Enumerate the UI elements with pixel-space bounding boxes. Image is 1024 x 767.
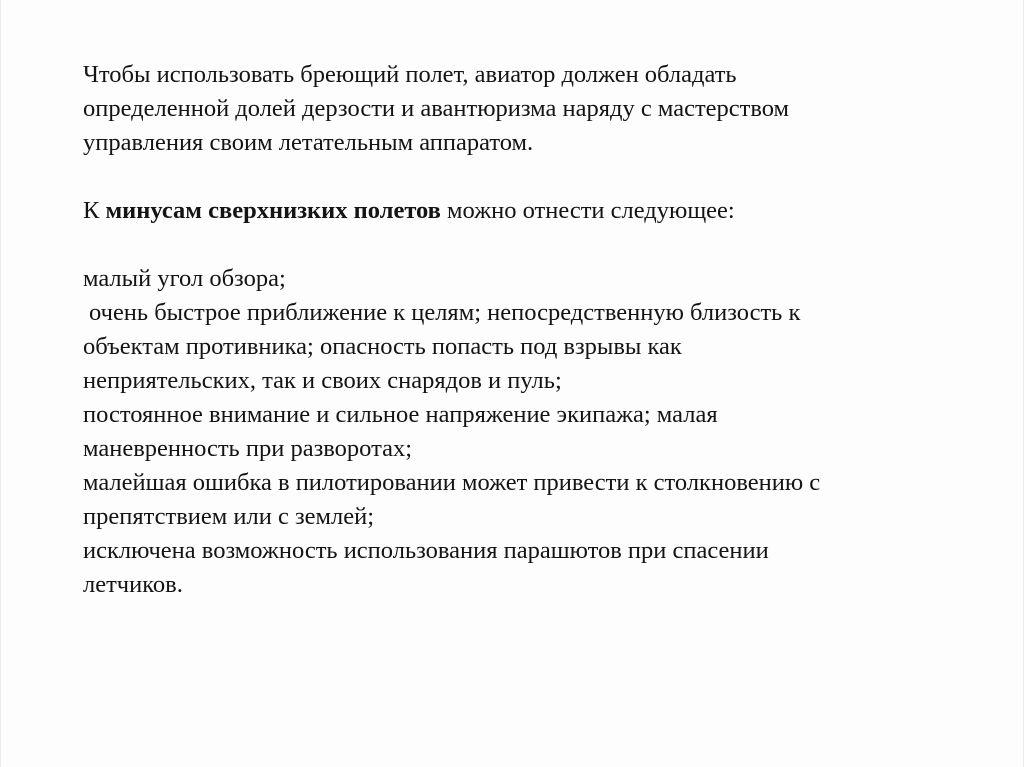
spacer <box>83 160 983 194</box>
list-item-narrow-view <box>83 262 983 296</box>
minuses-suffix: можно отнести следующее: <box>440 197 735 224</box>
list-item-line: препятствием или с землей; <box>83 503 375 530</box>
list-item-fast-approach <box>83 296 983 330</box>
intro-line-1: Чтобы использовать бреющий полет, авиатор должен обладать <box>83 61 737 88</box>
list-item-piloting-error <box>83 466 983 534</box>
list-item-crew-strain <box>83 398 983 466</box>
list-item-line: постоянное внимание и сильное напряжение экипажа; малая <box>83 401 718 428</box>
intro-paragraph <box>83 58 983 160</box>
minuses-heading <box>83 194 983 228</box>
list-item-line: неприятельских, так и своих снарядов и пуль; <box>83 367 562 394</box>
slide-text <box>83 58 983 602</box>
list-item-line: летчиков. <box>83 571 183 598</box>
list-item-line: очень быстрое приближение к целям; непосредственную близость к <box>89 299 801 326</box>
minuses-prefix: К <box>83 197 106 224</box>
minuses-bold-phrase: минусам сверхнизких полетов <box>105 197 441 224</box>
minuses-list <box>83 262 983 602</box>
list-item-fast-approach-cont <box>83 330 983 398</box>
list-item-no-parachutes <box>83 534 983 602</box>
list-item-line: маневренность при разворотах; <box>83 435 413 462</box>
list-item-line: малый угол обзора; <box>83 265 286 292</box>
list-item-line: объектам противника; опасность попасть под взрывы как <box>83 333 682 360</box>
intro-line-3: управления своим летательным аппаратом. <box>83 129 534 156</box>
spacer <box>83 228 983 262</box>
intro-line-2: определенной долей дерзости и авантюризма наряду с мастерством <box>83 95 790 122</box>
list-item-line: исключена возможность использования парашютов при спасении <box>83 537 769 564</box>
list-item-line: малейшая ошибка в пилотировании может привести к столкновению с <box>83 469 821 496</box>
